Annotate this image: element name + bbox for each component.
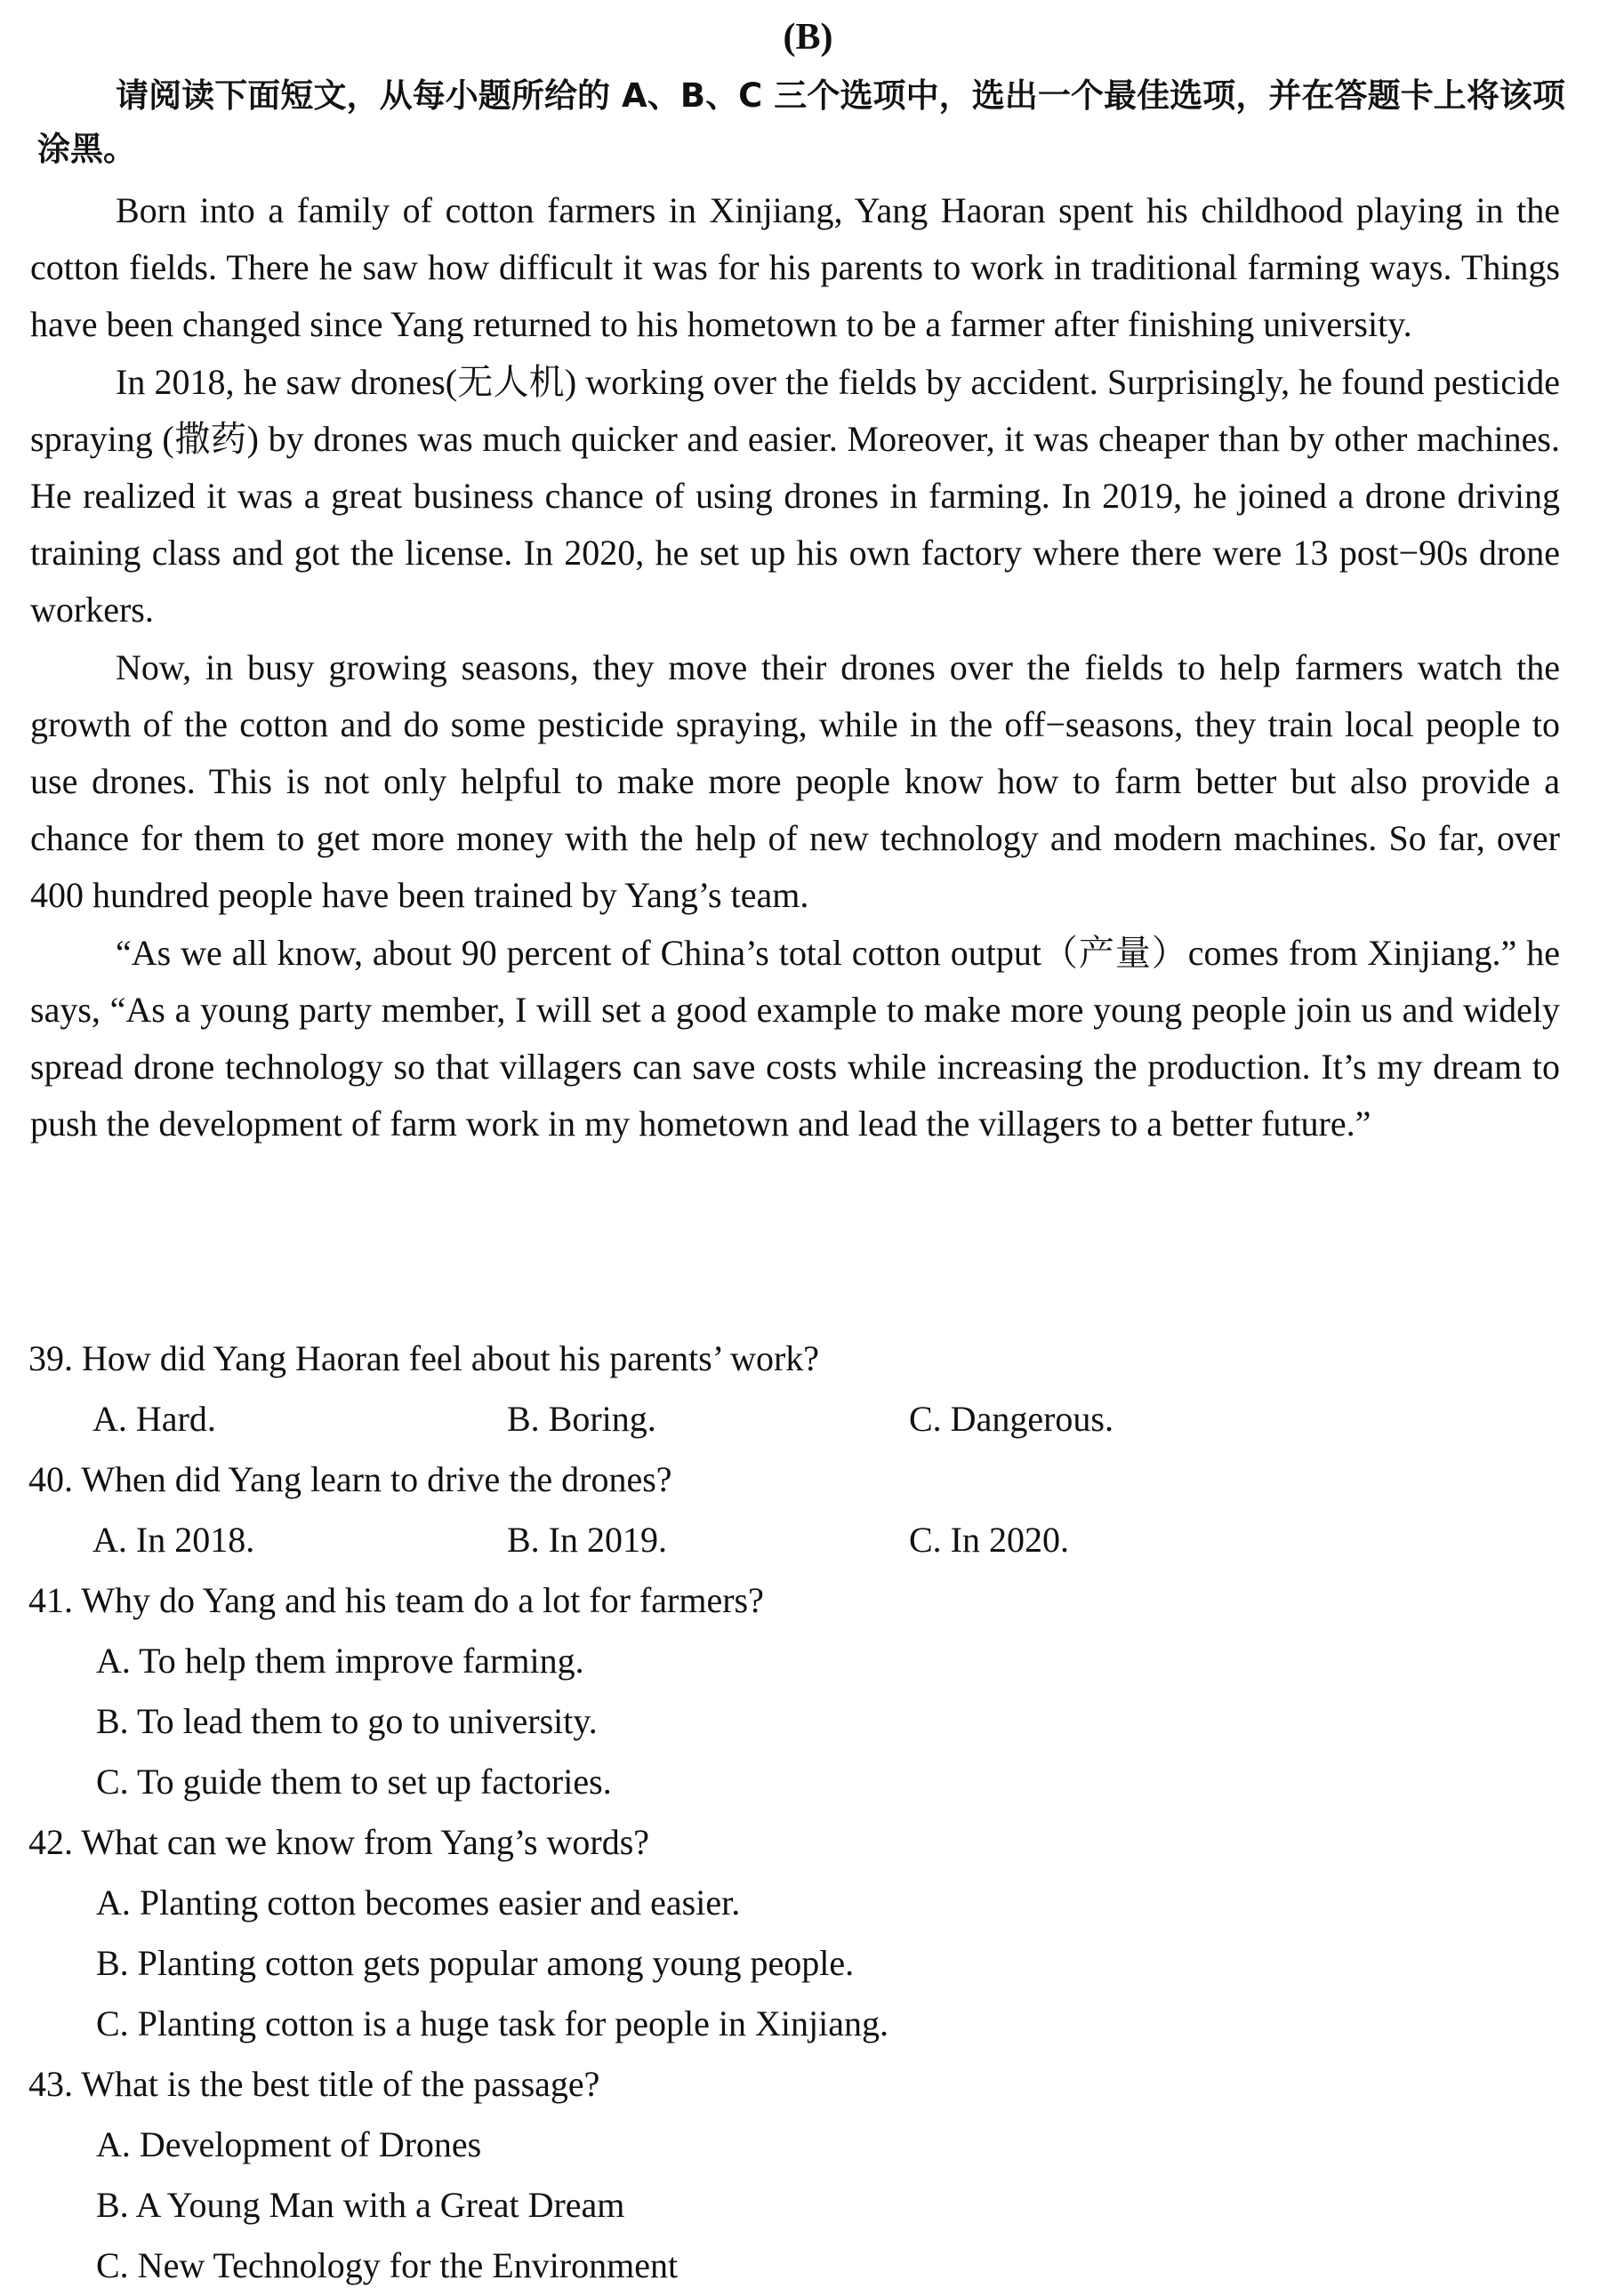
options-row	[28, 1389, 1558, 1449]
option-c[interactable]: C. To guide them to set up factories.	[96, 1762, 612, 1802]
question-39	[28, 1329, 1558, 1449]
question-list	[28, 1329, 1558, 2296]
question-41	[28, 1570, 1558, 1812]
passage-paragraph: In 2018, he saw drones(无人机) working over the fields by accident. Surprisingly, he found pesticide spraying (撒药) by drones was much quicker and easier. Moreover, it was cheaper than by other machines. He realized it was a great business chance of using drones in farming. In 2019, he joined a drone driving training class and got the license. In 2020, he set up his own factory where there were 13 post−90s drone workers.	[30, 361, 1560, 630]
options-row	[28, 1510, 1558, 1570]
option-b[interactable]: B. Planting cotton gets popular among young people.	[96, 1943, 855, 1983]
option-c[interactable]: C. New Technology for the Environment	[96, 2245, 679, 2285]
passage-paragraph: Born into a family of cotton farmers in Xinjiang, Yang Haoran spent his childhood playing in the cotton fields. There he saw how difficult it was for his parents to work in traditional farming ways. Things have been changed since Yang returned to his hometown to be a farmer after finishing university.	[30, 190, 1560, 345]
question-stem: 40. When did Yang learn to drive the drones?	[28, 1459, 672, 1499]
question-42	[28, 1812, 1558, 2054]
option-a[interactable]: A. In 2018.	[92, 1520, 255, 1560]
section-label: (B)	[783, 17, 833, 58]
option-a[interactable]: A. Hard.	[92, 1399, 216, 1439]
reading-passage	[30, 182, 1560, 1152]
option-c[interactable]: C. Planting cotton is a huge task for people in Xinjiang.	[96, 2003, 888, 2043]
question-stem: 41. Why do Yang and his team do a lot for farmers?	[28, 1580, 764, 1620]
question-43	[28, 2054, 1558, 2296]
option-c[interactable]: C. In 2020.	[909, 1520, 1069, 1560]
option-b[interactable]: B. Boring.	[507, 1399, 656, 1439]
question-40	[28, 1449, 1558, 1570]
question-stem: 42. What can we know from Yang’s words?	[28, 1822, 650, 1862]
option-a[interactable]: A. Development of Drones	[96, 2124, 482, 2164]
question-stem: 43. What is the best title of the passage?	[28, 2064, 600, 2104]
passage-paragraph: Now, in busy growing seasons, they move their drones over the fields to help farmers watch the growth of the cotton and do some pesticide spraying, while in the off−seasons, they train local people to use drones. This is not only helpful to make more people know how to farm better but also provide a chance for them to get more money with the help of new technology and modern machines. So far, over 400 hundred people have been trained by Yang’s team.	[30, 646, 1560, 916]
option-b[interactable]: B. To lead them to go to university.	[96, 1701, 598, 1741]
question-stem: 39. How did Yang Haoran feel about his parents’ work?	[28, 1338, 820, 1378]
option-c[interactable]: C. Dangerous.	[909, 1399, 1114, 1439]
option-b[interactable]: B. In 2019.	[507, 1520, 667, 1560]
option-a[interactable]: A. Planting cotton becomes easier and easier.	[96, 1883, 741, 1923]
instructions: 请阅读下面短文，从每小题所给的 A、B、C 三个选项中，选出一个最佳选项，并在答题卡上将该项涂黑。	[37, 76, 1565, 168]
passage-paragraph: “As we all know, about 90 percent of China’s total cotton output（产量）comes from Xinjiang.” he says, “As a young party member, I will set a good example to make more young people join us and widely spread drone technology so that villagers can save costs while increasing the production. It’s my dream to push the development of farm work in my hometown and lead the villagers to a better future.”	[30, 932, 1560, 1144]
option-b[interactable]: B. A Young Man with a Great Dream	[96, 2185, 625, 2225]
option-a[interactable]: A. To help them improve farming.	[96, 1641, 584, 1681]
